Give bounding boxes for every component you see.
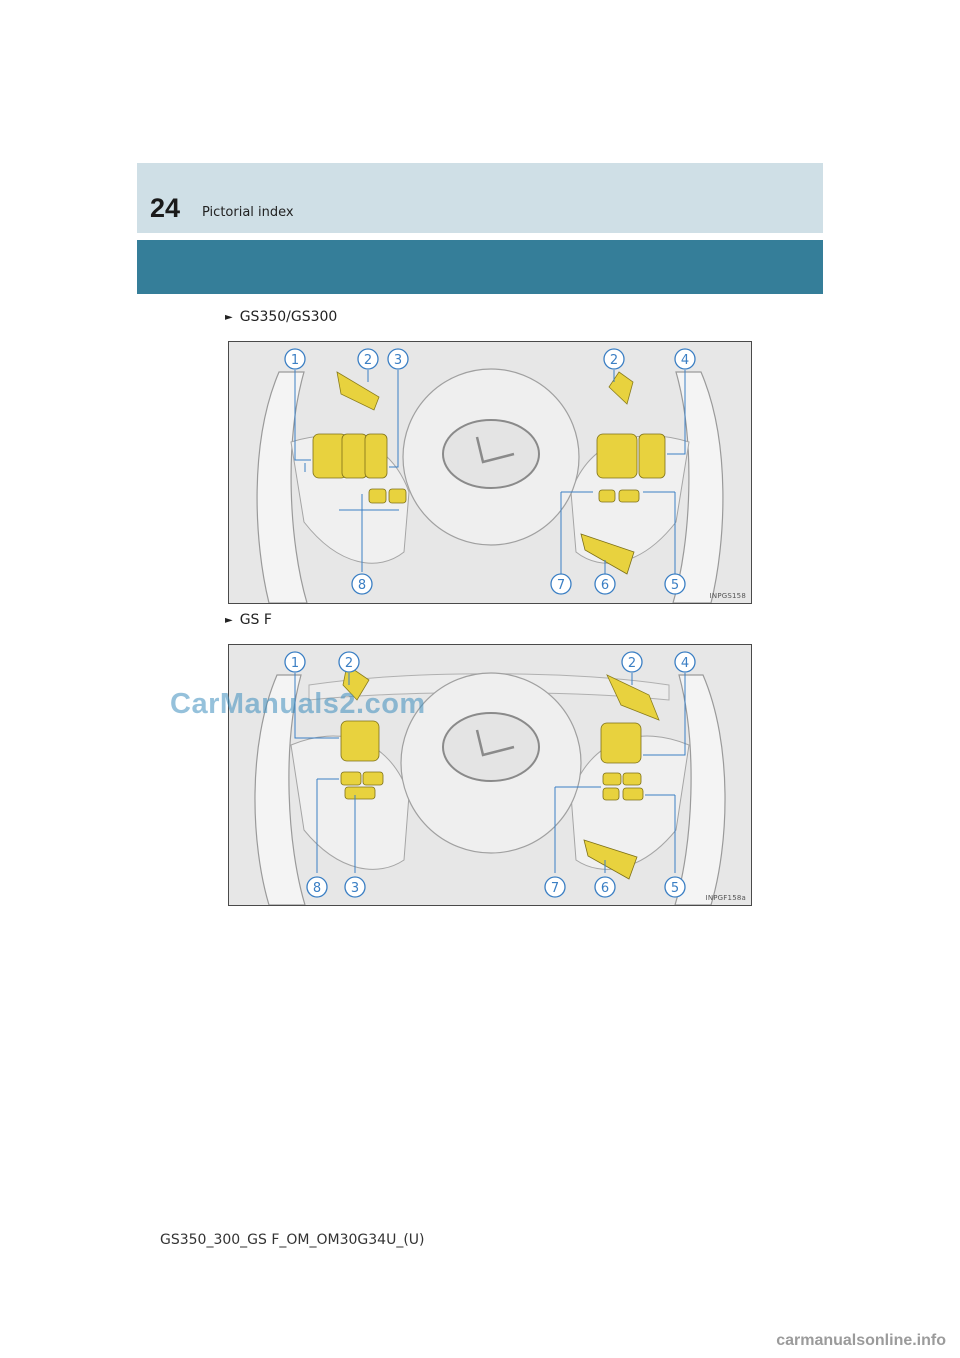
callout-6: 6 [600,881,610,896]
figure-code: INPGS158 [709,592,746,600]
callout-2: 2 [344,656,354,671]
drive-mode-switch [623,788,643,800]
callout-5: 5 [670,881,680,896]
site-logo[interactable]: carmanualsonline.info [776,1332,946,1349]
callout-7: 7 [556,578,566,593]
watermark: CarManuals2.com [170,688,426,720]
variant-label-text: GS350/GS300 [239,309,338,325]
callout-2-right: 2 [609,353,619,368]
callout-5: 5 [670,578,680,593]
steering-wheel-diagram [229,342,751,603]
callout-1: 1 [290,353,300,368]
callout-3: 3 [350,881,360,896]
meter-control-switch [342,434,367,478]
talk-switch [345,787,375,799]
steering-wheel-diagram [229,645,751,905]
phone-off-hook-switch [341,772,361,785]
figure-code: INPGF158a [705,894,746,902]
distance-switch [599,490,615,502]
variant-label-gsf [225,612,272,628]
audio-control-switch [341,721,379,761]
back-switch [623,773,641,785]
paddle-plus [609,372,633,404]
callout-7: 7 [550,881,560,896]
variant-label-gs350 [225,309,337,325]
section-title: Pictorial index [202,205,294,220]
callout-8: 8 [312,881,322,896]
phone-on-hook-switch [389,489,406,503]
lane-switch [619,490,639,502]
callout-6: 6 [600,578,610,593]
callout-4: 4 [680,656,690,671]
title-bar [137,240,823,294]
header-band [137,163,823,233]
distance-switch [603,773,621,785]
phone-off-hook-switch [369,489,386,503]
lane-switch [603,788,619,800]
variant-label-text: GS F [239,612,272,628]
paddle-minus [337,372,379,410]
callout-2: 2 [363,353,373,368]
mode-switch [365,434,387,478]
callout-4: 4 [680,353,690,368]
triangle-bullet-icon: ► [225,312,233,323]
steering-wheel-figure-gs350 [228,341,752,604]
document-code-footer: GS350_300_GS F_OM_OM30G34U_(U) [160,1232,425,1248]
callout-1: 1 [290,656,300,671]
steering-wheel-figure-gsf [228,644,752,906]
callout-8: 8 [357,578,367,593]
lexus-emblem-icon [443,420,539,488]
page-number: 24 [150,193,181,223]
talk-switch [639,434,665,478]
callout-3: 3 [393,353,403,368]
callout-2-right: 2 [627,656,637,671]
phone-on-hook-switch [363,772,383,785]
meter-control-switch [601,723,641,763]
meter-control-switch-right [597,434,637,478]
triangle-bullet-icon: ► [225,615,233,626]
lexus-emblem-icon [443,713,539,781]
